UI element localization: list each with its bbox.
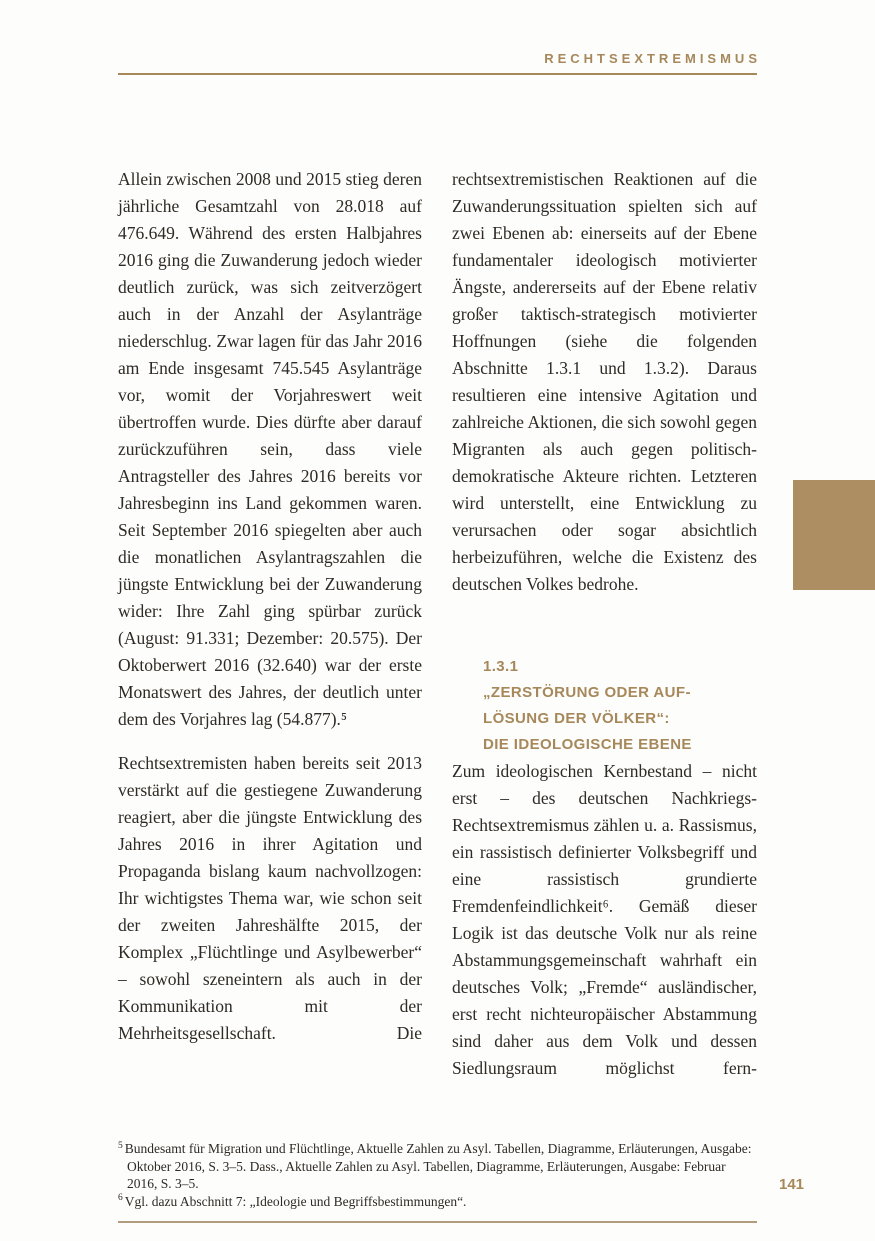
footnote-6 (118, 1193, 754, 1211)
footnote-text: Vgl. dazu Abschnitt 7: „Ideologie und Begriffsbestimmungen“. (124, 1193, 467, 1209)
footnote-text: Bundesamt für Migration und Flüchtlinge, Aktuelle Zahlen zu Asyl. Tabellen, Diagramme, Erläuterungen, Ausgabe: Oktober 2016, S. 3–5. Dass., Aktuelle Zahlen zu Asyl. Tabellen, Diagramme, Erläuterungen, Ausgabe: Februar 2016, S. 3–5. (124, 1141, 752, 1191)
paragraph-left-1: Allein zwischen 2008 und 2015 stieg deren jährliche Gesamtzahl von 28.018 auf 476.649. Während des ersten Halbjahres 2016 ging die Zuwanderung jedoch wieder deutlich zurück, was sich zeitverzögert auch in der Anzahl der Asylanträge niederschlug. Zwar lagen für das Jahr 2016 am Ende insgesamt 745.545 Asylanträge vor, womit der Vorjahreswert weit übertroffen wurde. Dies dürfte aber darauf zurückzuführen sein, dass viele Antragsteller des Jahres 2016 bereits vor Jahresbeginn ins Land gekommen waren. Seit September 2016 spiegelten aber auch die monatlichen Asylantragszahlen die jüngste Entwicklung bei der Zuwanderung wider: Ihre Zahl ging spürbar zurück (August: 91.331; Dezember: 20.575). Der Oktoberwert 2016 (32.640) war der erste Monatswert des Jahres, der deutlich unter dem des Vorjahres lag (54.877).⁵ (118, 169, 422, 729)
section-title-line-3: DIE IDEOLOGISCHE EBENE (483, 736, 692, 753)
footer-rule (118, 1221, 757, 1223)
section-heading (452, 654, 757, 758)
paragraph-right-intro: rechtsextremistischen Reaktionen auf die Zuwanderungssituation spielten sich auf zwei Ebenen ab: einerseits auf der Ebene fundamentaler ideologisch motivierter Ängste, andererseits auf der Ebene relativ großer taktisch-strategisch motivierter Hoffnungen (siehe die folgenden Abschnitte 1.3.1 und 1.3.2). Daraus resultieren eine intensive Agitation und zahlreiche Aktionen, die sich sowohl gegen Migranten als auch gegen politisch-demokratische Akteure richten. Letzteren wird unterstellt, eine Entwicklung zu verursachen oder sogar absichtlich herbeizuführen, welche die Existenz des deutschen Volkes bedrohe. (452, 169, 757, 594)
footnotes (118, 1140, 754, 1210)
right-column (452, 166, 757, 1082)
section-number: 1.3.1 (483, 658, 519, 675)
footnote-marker: 6 (118, 1193, 123, 1203)
paragraph-left-2: Rechtsextremisten haben bereits seit 2013 verstärkt auf die gestiegene Zuwanderung reagiert, aber die jüngste Entwicklung des Jahres 2016 in ihrer Agitation und Propaganda bislang kaum nachvollzogen: Ihr wichtigstes Thema war, wie schon seit der zweiten Jahreshälfte 2015, der Komplex „Flüchtlinge und Asylbewerber“ – sowohl szeneintern als auch in der Kommunikation mit der Mehrheitsgesellschaft. Die (118, 753, 422, 1043)
page-number: 141 (779, 1176, 805, 1193)
header-rule (118, 73, 757, 75)
section-title-line-1: „ZERSTÖRUNG ODER AUF- (483, 684, 691, 701)
paragraph-right-body: Zum ideologischen Kernbestand – nicht erst – des deutschen Nachkriegs-Rechtsextremismus zählen u. a. Rassismus, ein rassistisch definierter Volksbegriff und eine rassistisch grundierte Fremdenfeindlichkeit⁶. Gemäß dieser Logik ist das deutsche Volk nur als reine Abstammungsgemeinschaft wahrhaft ein deutsches Volk; „Fremde“ ausländischer, erst recht nichteuropäischer Abstammung sind daher aus dem Volk und dessen Siedlungsraum möglichst fern- (452, 761, 757, 1078)
footnote-marker: 5 (118, 1140, 123, 1151)
section-title-line-2: LÖSUNG DER VÖLKER“: (483, 710, 670, 727)
footnote-5 (118, 1140, 754, 1193)
chapter-edge-tab (793, 480, 875, 590)
chapter-header: RECHTSEXTREMISMUS (544, 51, 761, 66)
left-column (118, 166, 422, 1047)
